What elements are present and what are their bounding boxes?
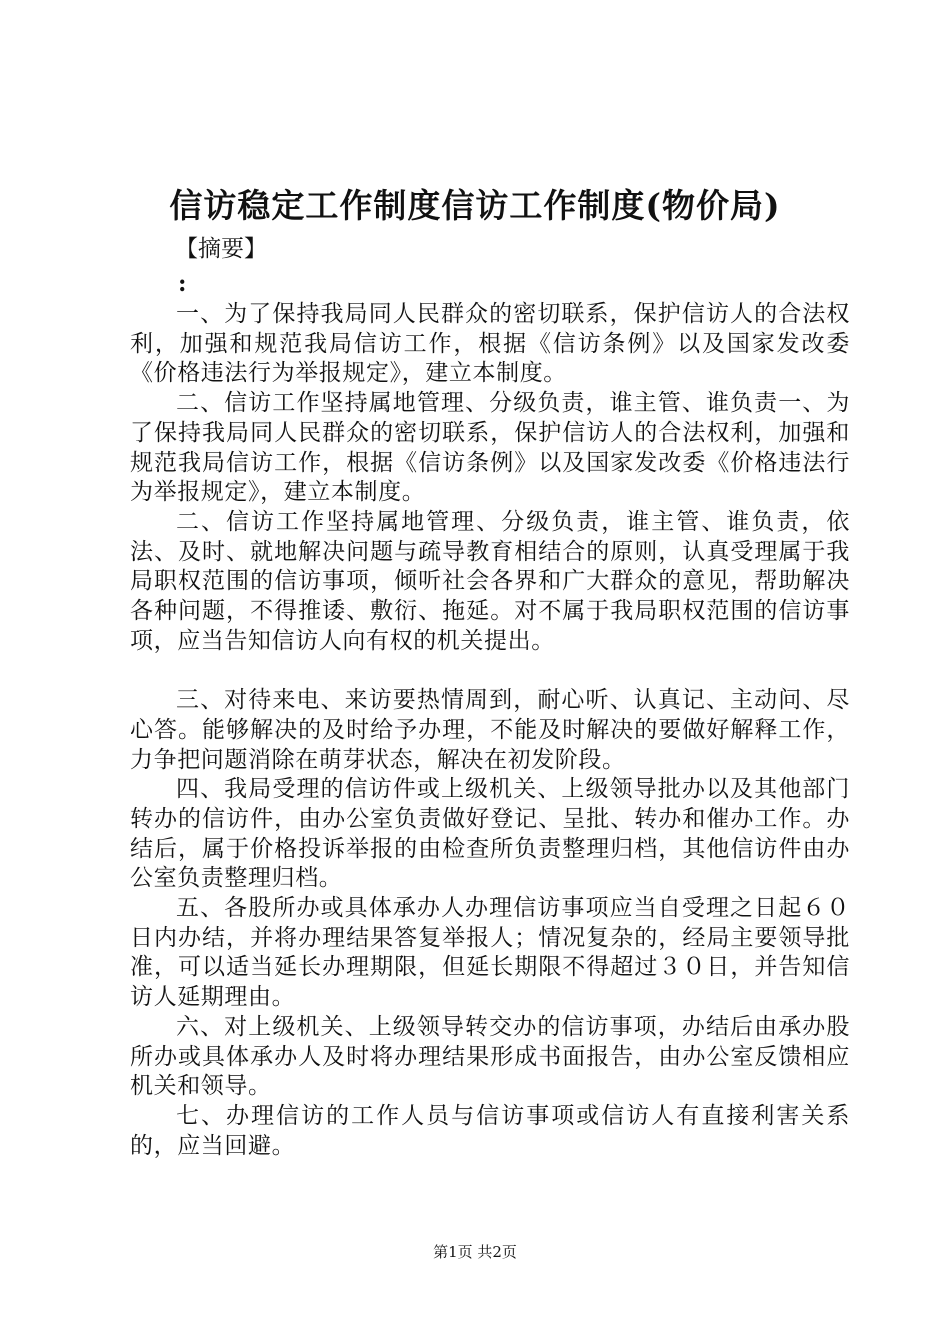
abstract-label: 【摘要】 [175,236,267,262]
paragraph-spacer [130,656,850,686]
paragraph-1: 一、为了保持我局同人民群众的密切联系，保护信访人的合法权利，加强和规范我局信访工作，根据《信访条例》以及国家发改委《价格违法行为举报规定》，建立本制度。 [130,301,850,387]
paragraph-5: 四、我局受理的信访件或上级机关、上级领导批办以及其他部门转办的信访件，由办公室负责做好登记、呈批、转办和催办工作。办结后，属于价格投诉举报的由检查所负责整理归档，其他信访件由办公室负责整理归档。 [130,776,850,892]
paragraph-3: 二、信访工作坚持属地管理、分级负责，谁主管、谁负责，依法、及时、就地解决问题与疏导教育相结合的原则，认真受理属于我局职权范围的信访事项，倾听社会各界和广大群众的意见，帮助解决各种问题，不得推诿、敷衍、拖延。对不属于我局职权范围的信访事项，应当告知信访人向有权的机关提出。 [130,508,850,654]
abstract-colon: : [178,270,187,297]
document-title: 信访稳定工作制度信访工作制度(物价局) [169,186,781,225]
paragraph-2: 二、信访工作坚持属地管理、分级负责，谁主管、谁负责一、为了保持我局同人民群众的密切联系，保护信访人的合法权利，加强和规范我局信访工作，根据《信访条例》以及国家发改委《价格违法行为举报规定》，建立本制度。 [130,390,850,506]
paragraph-6: 五、各股所办或具体承办人办理信访事项应当自受理之日起６０日内办结，并将办理结果答复举报人；情况复杂的，经局主要领导批准，可以适当延长办理期限，但延长期限不得超过３０日，并告知信访人延期理由。 [130,895,850,1011]
document-body [130,300,850,1161]
page-number-footer: 第1页 共2页 [433,1243,517,1261]
paragraph-7: 六、对上级机关、上级领导转交办的信访事项，办结后由承办股所办或具体承办人及时将办理结果形成书面报告，由办公室反馈相应机关和领导。 [130,1013,850,1100]
paragraph-8: 七、办理信访的工作人员与信访事项或信访人有直接利害关系的，应当回避。 [130,1102,850,1159]
paragraph-4: 三、对待来电、来访要热情周到，耐心听、认真记、主动问、尽心答。能够解决的及时给予办理，不能及时解决的要做好解释工作，力争把问题消除在萌芽状态，解决在初发阶段。 [130,687,850,773]
